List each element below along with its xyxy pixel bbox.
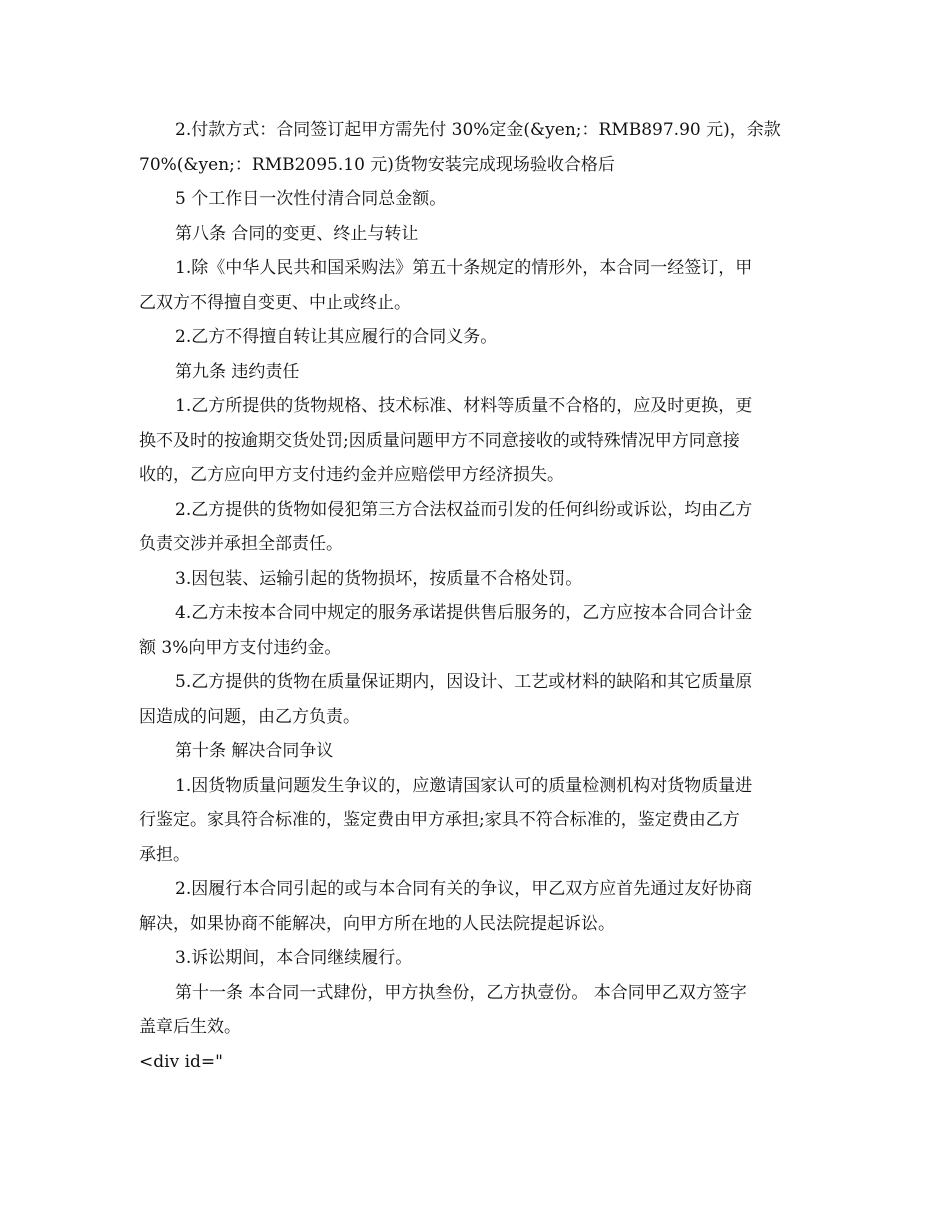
text-line: 1.乙方所提供的货物规格、技术标准、材料等质量不合格的，应及时更换，更 (175, 396, 753, 416)
text-line: 额 3%向甲方支付违约金。 (139, 637, 342, 658)
text-line: 2.因履行本合同引起的或与本合同有关的争议，甲乙双方应首先通过友好协商 (175, 879, 753, 899)
text-line: 第十一条 本合同一式肆份，甲方执叁份，乙方执壹份。 本合同甲乙双方签字 (175, 982, 747, 1003)
text-line: 收的，乙方应向甲方支付违约金并应赔偿甲方经济损失。 (139, 465, 564, 485)
text-line: 第八条 合同的变更、终止与转让 (175, 223, 419, 244)
text-line: 4.乙方未按本合同中规定的服务承诺提供售后服务的，乙方应按本合同合计金 (175, 603, 753, 623)
text-line: 3.因包装、运输引起的货物损坏，按质量不合格处罚。 (175, 568, 583, 589)
text-line: 行鉴定。家具符合标准的，鉴定费由甲方承担;家具不符合标准的，鉴定费由乙方 (139, 810, 740, 830)
document-page (139, 113, 811, 1079)
text-line: 因造成的问题，由乙方负责。 (139, 706, 360, 727)
text-line: 乙双方不得擅自变更、中止或终止。 (139, 292, 411, 313)
text-line: 2.乙方提供的货物如侵犯第三方合法权益而引发的任何纠纷或诉讼，均由乙方 (175, 499, 753, 520)
text-line: 第九条 违约责任 (175, 361, 300, 382)
text-line: 1.除《中华人民共和国采购法》第五十条规定的情形外，本合同一经签订，甲 (175, 258, 753, 278)
text-line: <div id=" (139, 1051, 223, 1072)
text-line: 解决，如果协商不能解决，向甲方所在地的人民法院提起诉讼。 (139, 913, 615, 934)
text-line: 5 个工作日一次性付清合同总金额。 (175, 189, 447, 209)
text-line: 负责交涉并承担全部责任。 (139, 534, 343, 554)
text-line: 盖章后生效。 (139, 1017, 241, 1037)
text-line: 2.乙方不得擅自转让其应履行的合同义务。 (175, 327, 498, 347)
text-line: 承担。 (139, 844, 190, 865)
text-line: 第十条 解决合同争议 (175, 741, 334, 761)
text-line: 5.乙方提供的货物在质量保证期内，因设计、工艺或材料的缺陷和其它质量原 (175, 672, 753, 692)
text-line: 1.因货物质量问题发生争议的，应邀请国家认可的质量检测机构对货物质量进 (175, 775, 753, 796)
text-line: 2.付款方式：合同签订起甲方需先付 30%定金(&yen;：RMB897.90 元)，余款 (175, 120, 781, 140)
text-line: 换不及时的按逾期交货处罚;因质量问题甲方不同意接收的或特殊情况甲方同意接 (139, 430, 740, 451)
text-line: 70%(&yen;：RMB2095.10 元)货物安装完成现场验收合格后 (139, 154, 615, 175)
text-line: 3.诉讼期间，本合同继续履行。 (175, 948, 413, 968)
